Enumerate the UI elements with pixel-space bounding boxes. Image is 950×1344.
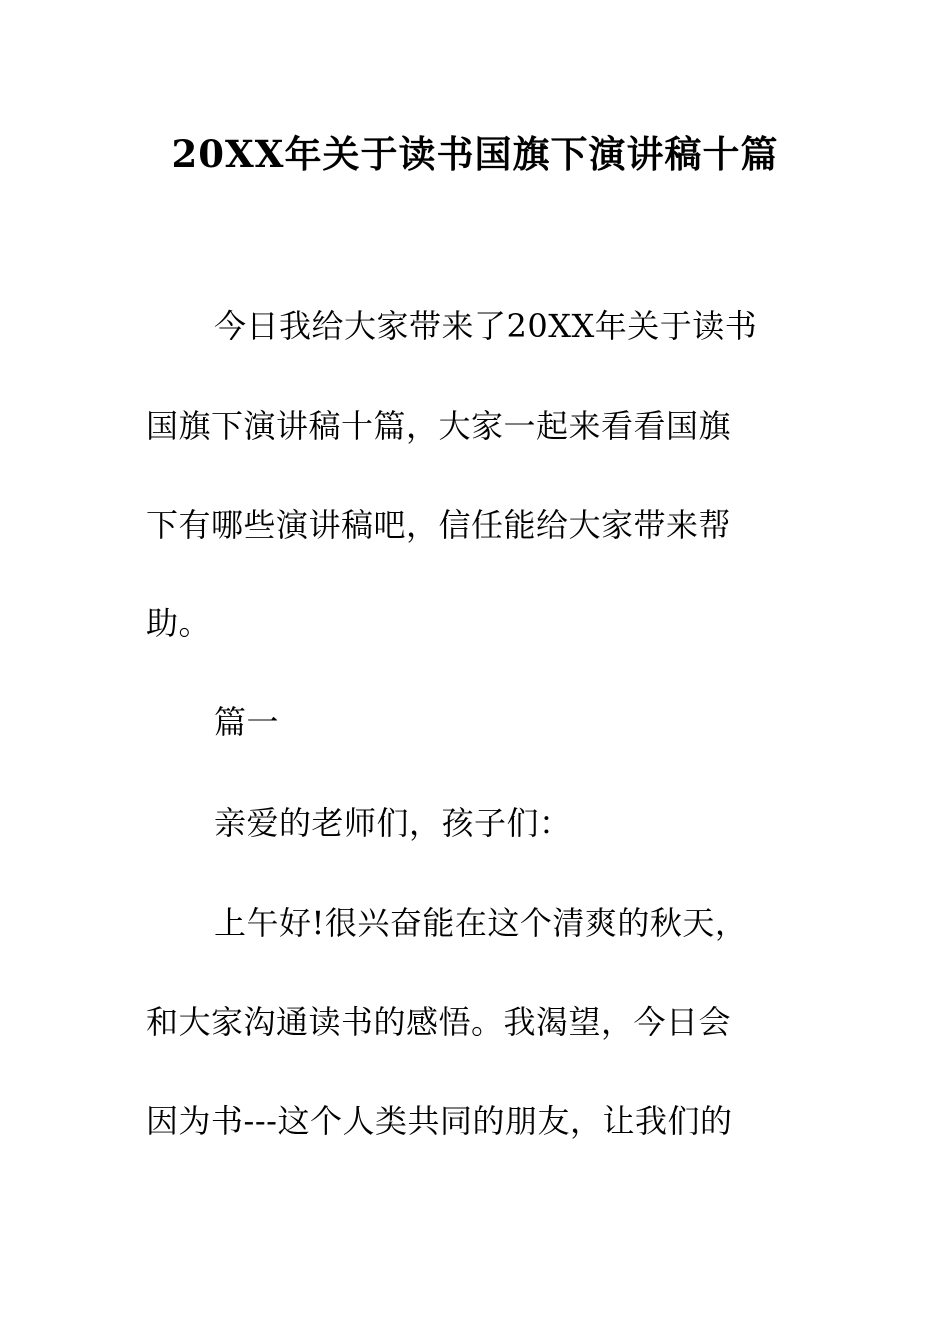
section-heading: 篇一 <box>214 703 280 741</box>
salutation-line: 亲爱的老师们，孩子们： <box>214 804 572 842</box>
paragraph-line-body-1: 上午好!很兴奋能在这个清爽的秋天， <box>214 904 748 942</box>
paragraph-line-intro-4: 助。 <box>146 604 212 642</box>
paragraph-line-intro-1: 今日我给大家带来了20XX年关于读书 <box>214 307 758 345</box>
paragraph-line-intro-2: 国旗下演讲稿十篇，大家一起来看看国旗 <box>146 407 732 445</box>
paragraph-line-body-3: 因为书---这个人类共同的朋友，让我们的 <box>146 1102 733 1140</box>
paragraph-line-body-2: 和大家沟通读书的感悟。我渴望，今日会 <box>146 1003 732 1041</box>
paragraph-line-intro-3: 下有哪些演讲稿吧，信任能给大家带来帮 <box>146 506 732 544</box>
document-title: 20XX年关于读书国旗下演讲稿十篇 <box>171 132 779 176</box>
